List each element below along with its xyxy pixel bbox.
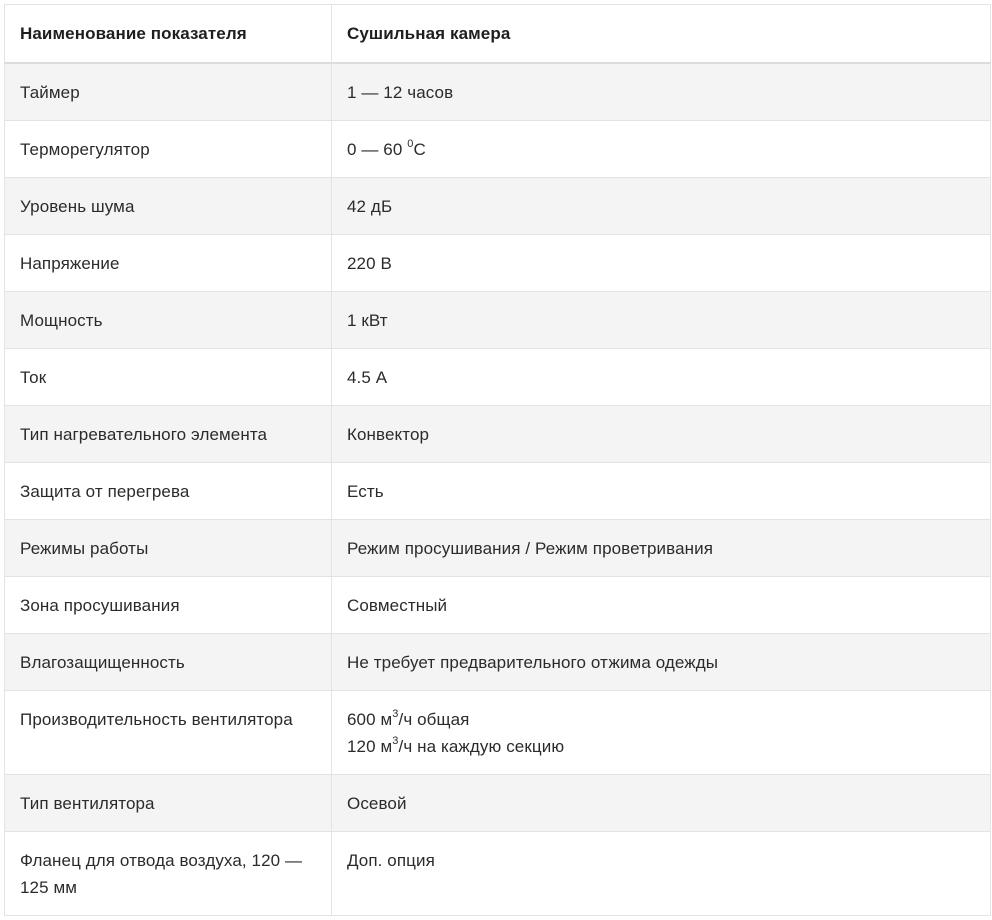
- table-header-row: [5, 5, 991, 64]
- row-label: Тип вентилятора: [5, 774, 332, 831]
- row-label: Влагозащищенность: [5, 633, 332, 690]
- row-value: Режим просушивания / Режим проветривания: [332, 519, 991, 576]
- degree-superscript: 0: [407, 137, 414, 150]
- cubic-superscript: 3: [392, 734, 399, 747]
- table-row: [5, 462, 991, 519]
- row-label: Защита от перегрева: [5, 462, 332, 519]
- row-label: Фланец для отвода воздуха, 120 — 125 мм: [5, 831, 332, 915]
- row-value: Доп. опция: [332, 831, 991, 915]
- value-unit: C: [413, 139, 426, 159]
- table-row: [5, 519, 991, 576]
- row-label: Производительность вентилятора: [5, 690, 332, 774]
- row-label: Ток: [5, 348, 332, 405]
- table-row: [5, 405, 991, 462]
- row-value: Есть: [332, 462, 991, 519]
- row-label: Зона просушивания: [5, 576, 332, 633]
- row-value: Конвектор: [332, 405, 991, 462]
- value-text: 600 м: [347, 709, 393, 729]
- row-value: Не требует предварительного отжима одежды: [332, 633, 991, 690]
- value-line-1: [347, 706, 975, 733]
- value-unit: /ч общая: [398, 709, 470, 729]
- row-label: Таймер: [5, 63, 332, 120]
- table-row: [5, 831, 991, 915]
- table-row: [5, 348, 991, 405]
- table-row: [5, 234, 991, 291]
- row-value: [332, 120, 991, 177]
- row-label: Уровень шума: [5, 177, 332, 234]
- row-value: Осевой: [332, 774, 991, 831]
- cubic-superscript: 3: [392, 707, 399, 720]
- row-label: Мощность: [5, 291, 332, 348]
- value-text: 120 м: [347, 736, 393, 756]
- row-value: Совместный: [332, 576, 991, 633]
- row-label: Терморегулятор: [5, 120, 332, 177]
- table-row: [5, 633, 991, 690]
- row-label: Напряжение: [5, 234, 332, 291]
- row-value: 220 В: [332, 234, 991, 291]
- row-value: 1 кВт: [332, 291, 991, 348]
- table-row: [5, 291, 991, 348]
- value-unit: /ч на каждую секцию: [398, 736, 565, 756]
- table-row: [5, 690, 991, 774]
- row-value: 4.5 А: [332, 348, 991, 405]
- row-value: [332, 690, 991, 774]
- header-drying-chamber: Сушильная камера: [332, 5, 991, 64]
- row-value: 42 дБ: [332, 177, 991, 234]
- table-row: [5, 120, 991, 177]
- table-row: [5, 63, 991, 120]
- value-line-2: [347, 733, 975, 760]
- table-row: [5, 576, 991, 633]
- row-label: Тип нагревательного элемента: [5, 405, 332, 462]
- table-row: [5, 177, 991, 234]
- specifications-table: [4, 4, 991, 916]
- row-value: 1 — 12 часов: [332, 63, 991, 120]
- header-parameter-name: Наименование показателя: [5, 5, 332, 64]
- table-row: [5, 774, 991, 831]
- row-label: Режимы работы: [5, 519, 332, 576]
- value-text: 0 — 60: [347, 139, 408, 159]
